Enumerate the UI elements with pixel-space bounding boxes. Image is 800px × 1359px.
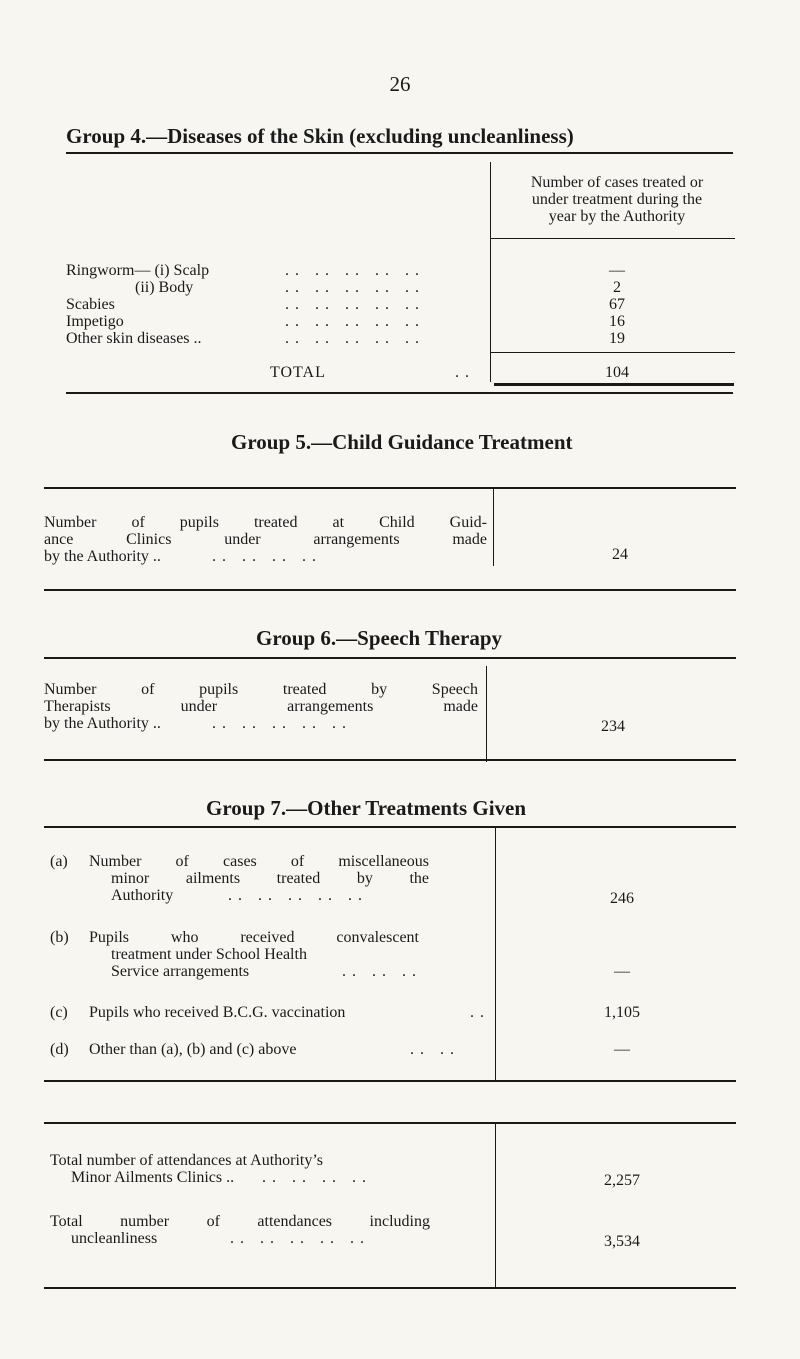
group6-line: by the Authority .. [44, 715, 161, 732]
totals-column-divider [495, 1123, 496, 1287]
totals-line: Minor Ailments Clinics .. [71, 1169, 235, 1186]
group7-column-divider [495, 826, 496, 1081]
group7-item-line: Service arrangements [111, 963, 250, 980]
group4-row-value: 67 [609, 296, 625, 313]
group4-row-value: — [609, 262, 625, 279]
group7-item-line: Pupils who received B.C.G. vaccination [89, 1004, 346, 1021]
group7-item-line: minor ailments treated by the [111, 870, 429, 887]
group7-item-marker: (b) [50, 929, 69, 946]
group5-bottom-rule [44, 589, 736, 591]
group4-row-label: Impetigo [66, 313, 124, 330]
group7-item-line: Number of cases of miscellaneous [89, 853, 429, 870]
group5-line: by the Authority .. [44, 548, 161, 565]
group7-top-rule [44, 826, 736, 828]
group7-bottom-rule [44, 1080, 736, 1082]
leader-dots: .. [470, 1004, 490, 1021]
group4-column-header-line: under treatment during the [531, 191, 703, 208]
group7-item-line: Other than (a), (b) and (c) above [89, 1041, 297, 1058]
group4-row-label: Other skin diseases .. [66, 330, 202, 347]
group5-line: Number of pupils treated at Child Guid- [44, 514, 487, 531]
leader-dots: .. .. .. .. .. [230, 1230, 370, 1247]
group4-row-label: Scabies [66, 296, 115, 313]
group6-title: Group 6.—Speech Therapy [256, 626, 503, 650]
group6-line: Therapists under arrangements made [44, 698, 478, 715]
group4-total-value: 104 [605, 364, 629, 381]
leader-dots: .. .. .. [342, 963, 422, 980]
leader-dots: .. .. .. .. .. [285, 330, 425, 347]
leader-dots: .. .. .. .. [262, 1169, 372, 1186]
group4-top-rule [66, 152, 733, 154]
leader-dots: .. .. .. .. .. [285, 313, 425, 330]
group7-item-marker: (d) [50, 1041, 69, 1058]
group7-item-value: 246 [610, 890, 634, 907]
group4-total-label: TOTAL [270, 364, 326, 381]
leader-dots: .. .. .. .. [212, 548, 322, 565]
totals-bottom-rule [44, 1287, 736, 1289]
page-number: 26 [389, 72, 411, 96]
totals-line: Total number of attendances at Authority’s [50, 1152, 324, 1169]
group7-item-line: treatment under School Health [111, 946, 307, 963]
group7-item-line: Pupils who received convalescent [89, 929, 419, 946]
totals-line: uncleanliness [71, 1230, 158, 1247]
group7-item-marker: (a) [50, 853, 68, 870]
group7-item-value: — [614, 963, 630, 980]
group6-bottom-rule [44, 759, 736, 761]
group7-item-line: Authority [111, 887, 174, 904]
group5-line: ance Clinics under arrangements made [44, 531, 487, 548]
group7-item-marker: (c) [50, 1004, 68, 1021]
group4-column-divider [490, 162, 491, 382]
group4-bottom-rule [66, 392, 733, 394]
totals-line: Total number of attendances including [50, 1213, 430, 1230]
totals-value: 2,257 [604, 1172, 640, 1189]
group4-total-rule [490, 352, 735, 353]
group5-title: Group 5.—Child Guidance Treatment [231, 430, 573, 454]
group4-total-double-rule [494, 383, 734, 386]
leader-dots: .. .. .. .. .. [212, 715, 352, 732]
totals-value: 3,534 [604, 1233, 640, 1250]
group7-item-value: 1,105 [604, 1004, 640, 1021]
group6-column-divider [486, 666, 487, 762]
leader-dots: .. .. .. .. .. [285, 262, 425, 279]
group4-column-header-line: year by the Authority [548, 208, 686, 225]
group6-top-rule [44, 657, 736, 659]
group4-row-value: 19 [609, 330, 625, 347]
group5-value: 24 [612, 546, 628, 563]
group6-value: 234 [601, 718, 625, 735]
group4-header-rule [490, 238, 735, 239]
group7-title: Group 7.—Other Treatments Given [206, 796, 527, 820]
group4-row-value: 16 [609, 313, 625, 330]
leader-dots: .. .. .. .. .. [285, 279, 425, 296]
group4-title: Group 4.—Diseases of the Skin (excluding uncleanliness) [66, 124, 574, 148]
group4-column-header-line: Number of cases treated or [530, 174, 704, 191]
leader-dots: .. .. [410, 1041, 460, 1058]
group4-row-label: Ringworm— (i) Scalp [66, 262, 210, 279]
totals-top-rule [44, 1122, 736, 1124]
leader-dots: .. .. .. .. .. [285, 296, 425, 313]
leader-dots: .. [455, 364, 475, 381]
group4-row-label: (ii) Body [135, 279, 194, 296]
group4-row-value: 2 [613, 279, 621, 296]
leader-dots: .. .. .. .. .. [228, 887, 368, 904]
group5-top-rule [44, 487, 736, 489]
group7-item-value: — [614, 1041, 630, 1058]
group5-column-divider [493, 488, 494, 566]
group6-line: Number of pupils treated by Speech [44, 681, 478, 698]
